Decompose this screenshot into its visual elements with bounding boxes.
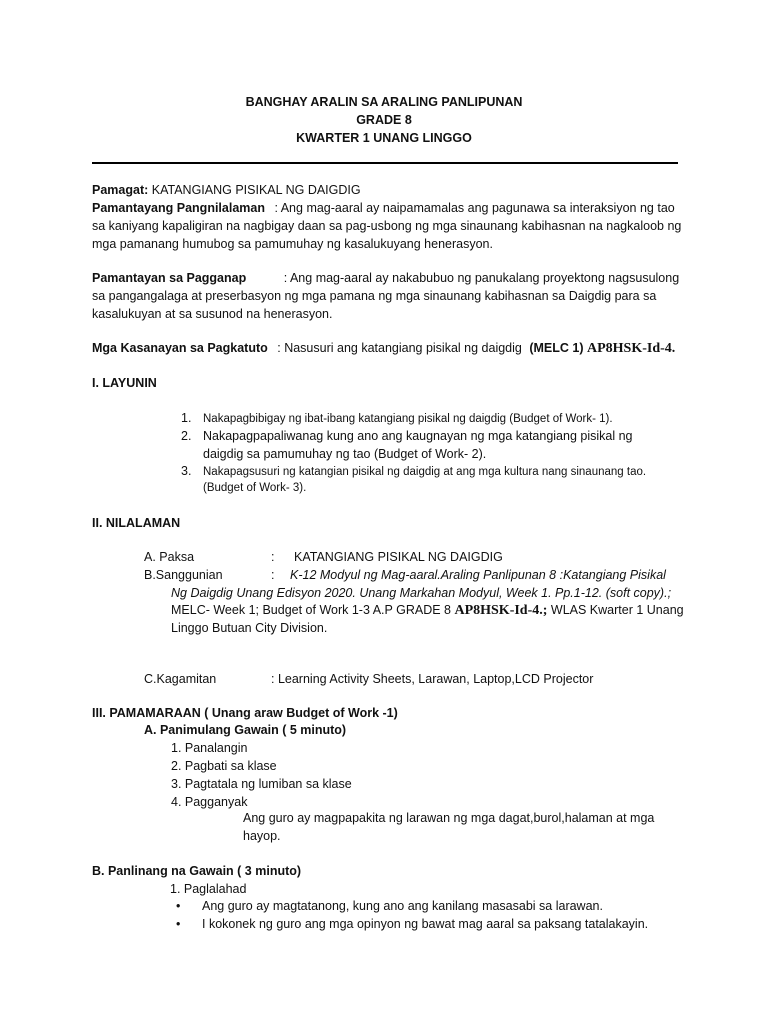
list-item-panalangin: 1. Panalangin [171,741,248,755]
panimulang-gawain-heading: A. Panimulang Gawain ( 5 minuto) [144,723,347,737]
sanggunian-line-2: Ng Daigdig Unang Edisyon 2020. Unang Markahan Modyul, Week 1. Pp.1-12. (soft copy).; [171,586,672,600]
nilalaman-heading: II. NILALAMAN [92,516,181,530]
sanggunian-label: B.Sanggunian [144,568,223,582]
pagganap-label: Pamantayan sa Pagganap [92,271,247,285]
pagganyak-line-1: Ang guro ay magpapakita ng larawan ng mga dagat,burol,halaman at mga [243,811,655,825]
pamagat-label: Pamagat: [92,183,149,197]
sanggunian-code: AP8HSK-Id-4.; [454,603,548,618]
title-line-3: KWARTER 1 UNANG LINGGO [296,131,472,145]
pangnilalaman-line-3: mga pamanang humubog sa pamumuhay ng kasalukuyang henerasyon. [92,237,493,251]
layunin-heading: I. LAYUNIN [92,376,157,390]
sanggunian-colon: : [271,568,275,582]
pagganap-line-1: Pamantayan sa Pagganap : Ang mag-aaral ay nakabubuo ng panukalang proyektong nagsusulong [92,271,680,285]
pangnilalaman-line-1: Pamantayang Pangnilalaman : Ang mag-aaral ay naipamamalas ang pagunawa sa interaksiyon ng tao [92,201,675,215]
list-item-pagbati: 2. Pagbati sa klase [171,759,277,773]
bullet-icon: • [176,917,181,931]
layunin-item-3: 3. Nakapagsusuri ng katangian pisikal ng daigdig at ang mga kultura nang sinaunang tao. [181,464,647,478]
list-item-pagtatala: 3. Pagtatala ng lumiban sa klase [171,777,352,791]
paglalahad-label: 1. Paglalahad [170,882,247,896]
melc-ref: (MELC 1) [529,341,584,355]
header-divider [92,162,678,164]
title-line-2: GRADE 8 [356,113,412,127]
sanggunian-line-1: K-12 Modyul ng Mag-aaral.Araling Panlipunan 8 :Katangiang Pisikal [290,568,666,582]
bullet-icon: • [176,899,181,913]
kagamitan-value: : Learning Activity Sheets, Larawan, Laptop,LCD Projector [271,672,594,686]
pagganap-line-3: kasalukuyan at sa susunod na henerasyon. [92,307,333,321]
bullet-item-1: • Ang guro ay magtatanong, kung ano ang kanilang masasabi sa larawan. [176,899,603,913]
pamamaraan-heading: III. PAMAMARAAN ( Unang araw Budget of Work -1) [92,706,398,720]
layunin-item-2: 2. Nakapagpapaliwanag kung ano ang kaugnayan ng mga katangiang pisikal ng [181,429,633,443]
layunin-item-2-cont: daigdig sa pamumuhay ng tao (Budget of Work- 2). [203,447,487,461]
panlinang-gawain-heading: B. Panlinang na Gawain ( 3 minuto) [92,864,302,878]
kagamitan-label: C.Kagamitan [144,672,217,686]
kasanayan-label: Mga Kasanayan sa Pagkatuto [92,341,268,355]
sanggunian-line-4: Linggo Butuan City Division. [171,621,328,635]
pagganap-line-2: sa pangangalaga at preserbasyon ng mga pamana ng mga sinaunang kabihasnan sa Daigdig para sa [92,289,657,303]
title-line-1: BANGHAY ARALIN SA ARALING PANLIPUNAN [245,95,523,109]
kasanayan-line: Mga Kasanayan sa Pagkatuto : Nasusuri ang katangiang pisikal ng daigdig (MELC 1) AP8HSK-Id-4. [92,341,676,356]
pangnilalaman-label: Pamantayang Pangnilalaman [92,201,265,215]
layunin-item-1: 1. Nakapagbibigay ng ibat-ibang katangiang pisikal ng daigdig (Budget of Work- 1). [181,411,613,425]
pamagat-value: KATANGIANG PISIKAL NG DAIGDIG [151,183,361,197]
list-item-pagganyak: 4. Pagganyak [171,795,248,809]
pangnilalaman-line-2: sa kaniyang kapaligiran na nagbigay daan sa pag-usbong ng mga sinaunang kabihasnan na nagkaloob ng [92,219,682,233]
paksa-colon: : [271,550,275,564]
layunin-item-3-cont: (Budget of Work- 3). [203,482,307,494]
pagganyak-line-2: hayop. [243,829,281,843]
bullet-item-2: • I kokonek ng guro ang mga opinyon ng bawat mag aaral sa paksang tatalakayin. [176,917,649,931]
sanggunian-line-3: MELC- Week 1; Budget of Work 1-3 A.P GRADE 8 AP8HSK-Id-4.; WLAS Kwarter 1 Unang [171,603,684,618]
pamagat-line [92,181,361,199]
paksa-label: A. Paksa [144,550,195,564]
paksa-value: KATANGIANG PISIKAL NG DAIGDIG [294,550,503,564]
melc-code: AP8HSK-Id-4. [587,341,676,356]
